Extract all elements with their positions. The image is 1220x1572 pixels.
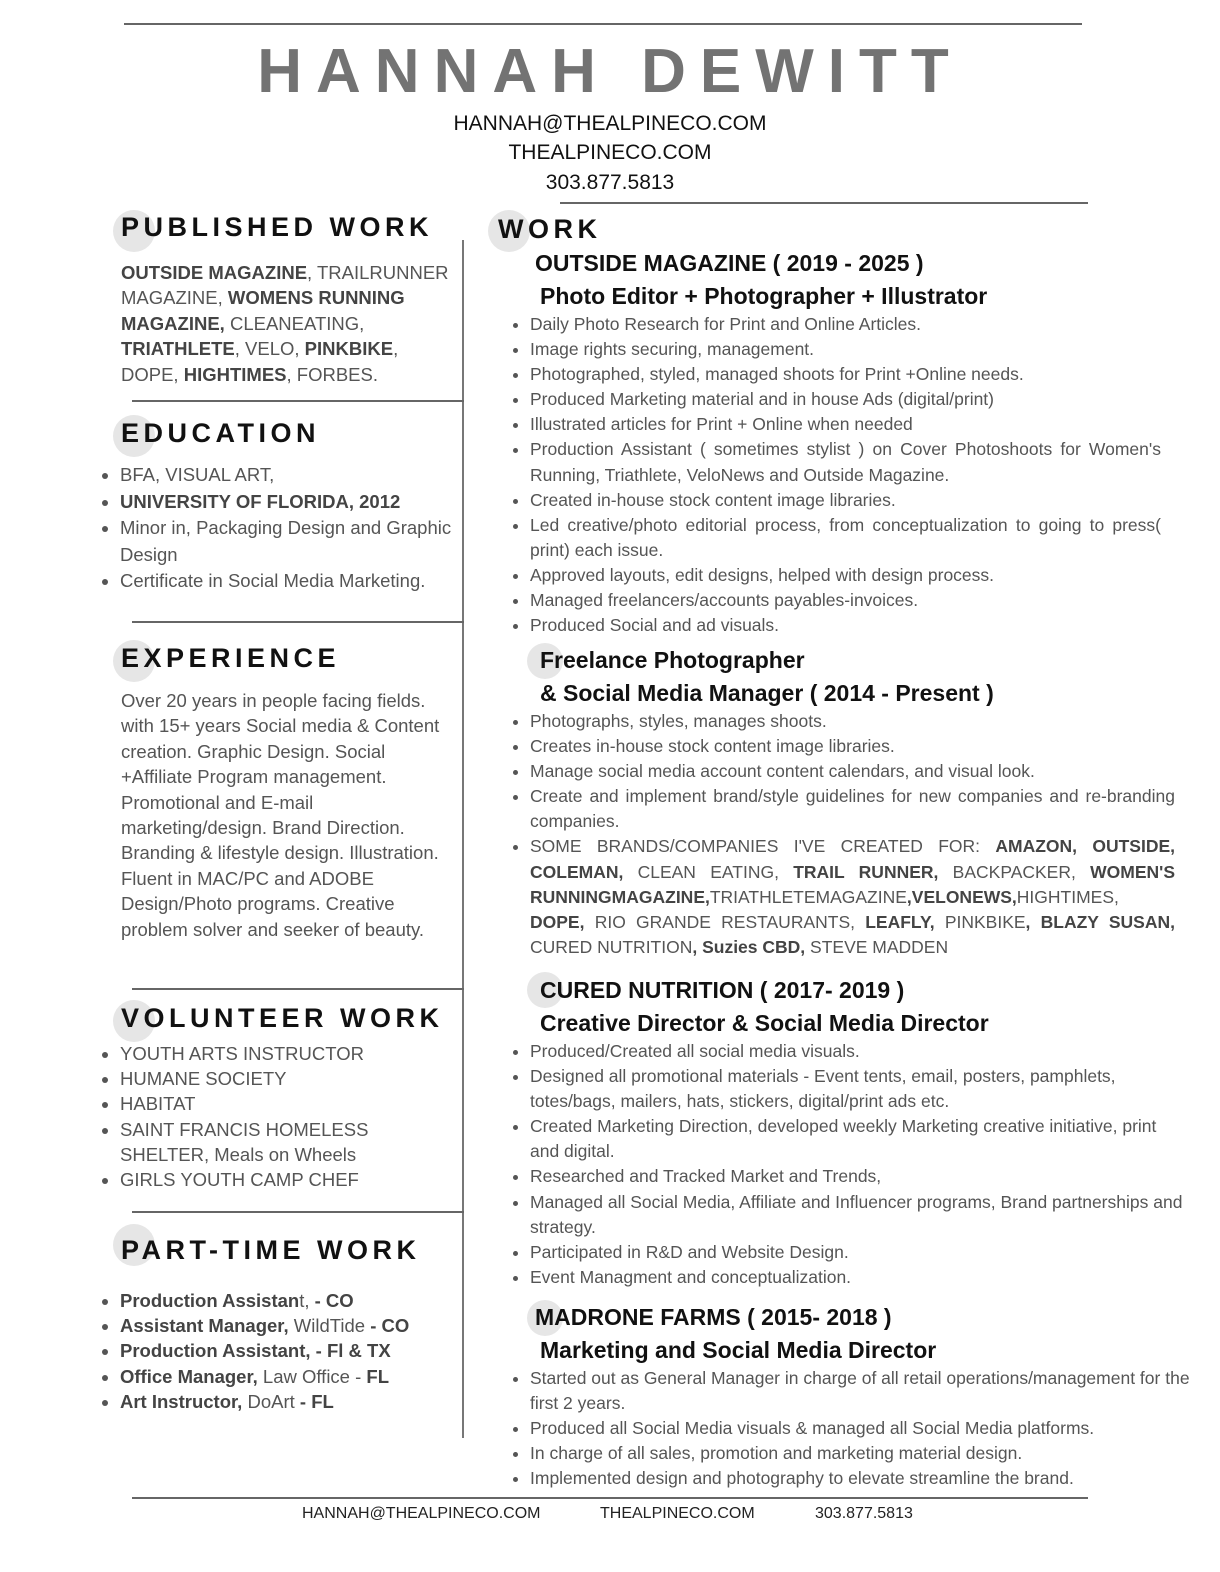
resume-name: HANNAH DEWITT xyxy=(257,37,963,106)
list-item: • Daily Photo Research for Print and Online Articles. xyxy=(530,312,1161,337)
list-item: • Produced Marketing material and in house Ads (digital/print) xyxy=(530,387,1161,412)
footer-rule xyxy=(132,1497,1088,1499)
list-item: • Illustrated articles for Print + Online when needed xyxy=(530,412,1161,437)
brands-list-item: • SOME BRANDS/COMPANIES I'VE CREATED FOR: AMAZON, OUTSIDE, COLEMAN, CLEAN EATING, TRAIL RUNNER, BACKPACKER, WOMEN'S RUNNINGMAGAZINE,TRIATHLETEMAGAZINE,VELONEWS,HIGHTIMES, DOPE, RIO GRANDE RESTAURANTS, LEAFLY, PINKBIKE, BLAZY SUSAN, CURED NUTRITION, Suzies CBD, STEVE MADDEN xyxy=(530,834,1175,959)
list-item: • Photographs, styles, manages shoots. xyxy=(530,709,1175,734)
list-item: • Certificate in Social Media Marketing. xyxy=(120,568,465,595)
list-item: • GIRLS YOUTH CAMP CHEF xyxy=(120,1167,420,1192)
list-item: • Managed all Social Media, Affiliate and Influencer programs, Brand partnerships and strategy. xyxy=(530,1190,1185,1240)
job-bullets xyxy=(508,312,1161,638)
footer-email[interactable]: HANNAH@THEALPINECO.COM xyxy=(302,1505,541,1522)
list-item: • Production Assistant ( sometimes stylist ) on Cover Photoshoots for Women's Running, Triathlete, VeloNews and Outside Magazine. xyxy=(530,437,1161,487)
parttime-title: PART-TIME WORK xyxy=(121,1235,421,1265)
list-item: • Creates in-house stock content image libraries. xyxy=(530,734,1175,759)
volunteer-title: VOLUNTEER WORK xyxy=(121,1003,444,1033)
list-item: • Led creative/photo editorial process, from conceptualization to going to press( print) each issue. xyxy=(530,513,1161,563)
header-website[interactable]: THEALPINECO.COM xyxy=(508,141,712,164)
job-company: Freelance Photographer xyxy=(540,647,805,673)
list-item: • Designed all promotional materials - Event tents, email, posters, pamphlets, totes/bags, mailers, hats, stickers, digital/print ads etc. xyxy=(530,1064,1185,1114)
column-divider xyxy=(462,240,464,1438)
header-email[interactable]: HANNAH@THEALPINECO.COM xyxy=(453,112,767,135)
job-company: MADRONE FARMS ( 2015- 2018 ) xyxy=(535,1304,892,1330)
list-item: • Started out as General Manager in charge of all retail operations/management for the first 2 years. xyxy=(530,1366,1210,1416)
experience-rule xyxy=(132,988,464,990)
list-item: • Image rights securing, management. xyxy=(530,337,1161,362)
list-item: • Create and implement brand/style guidelines for new companies and re-branding companies. xyxy=(530,784,1175,834)
list-item: • Office Manager, Law Office - FL xyxy=(120,1364,465,1389)
work-title: WORK xyxy=(498,214,602,244)
experience-text: Over 20 years in people facing fields. with 15+ years Social media & Content creation. Graphic Design. Social +Affiliate Program management. Promotional and E-mail marketing/design. Brand Direction. Branding & lifestyle design. Illustration. Fluent in MAC/PC and ADOBE Design/Photo programs. Creative problem solver and seeker of beauty. xyxy=(121,690,440,940)
list-item: • Photographed, styled, managed shoots for Print +Online needs. xyxy=(530,362,1161,387)
job-bullets xyxy=(508,709,1175,960)
list-item: • Production Assistant, - Fl & TX xyxy=(120,1338,465,1363)
list-item: • Researched and Tracked Market and Trends, xyxy=(530,1164,1185,1189)
list-item: • UNIVERSITY OF FLORIDA, 2012 xyxy=(120,489,465,516)
list-item: • Manage social media account content calendars, and visual look. xyxy=(530,759,1175,784)
list-item: • HABITAT xyxy=(120,1091,420,1116)
volunteer-rule xyxy=(132,1211,464,1213)
education-title: EDUCATION xyxy=(121,418,320,448)
list-item: • Managed freelancers/accounts payables-invoices. xyxy=(530,588,1161,613)
education-list xyxy=(98,462,465,595)
job-bullets xyxy=(508,1366,1210,1491)
footer-phone: 303.877.5813 xyxy=(815,1505,913,1522)
list-item: • Produced Social and ad visuals. xyxy=(530,613,1161,638)
published-work-title: PUBLISHED WORK xyxy=(121,212,433,242)
experience-title: EXPERIENCE xyxy=(121,643,341,673)
top-rule xyxy=(124,23,1082,25)
job-role: Creative Director & Social Media Director xyxy=(540,1010,989,1036)
job-role: Marketing and Social Media Director xyxy=(540,1337,937,1363)
list-item: • BFA, VISUAL ART, xyxy=(120,462,465,489)
education-rule xyxy=(132,621,464,623)
list-item: • In charge of all sales, promotion and marketing material design. xyxy=(530,1441,1210,1466)
header-bottom-rule xyxy=(560,202,1088,204)
list-item: • Event Managment and conceptualization. xyxy=(530,1265,1185,1290)
list-item: • Assistant Manager, WildTide - CO xyxy=(120,1313,465,1338)
list-item: • Minor in, Packaging Design and Graphic Design xyxy=(120,515,465,568)
job-company: CURED NUTRITION ( 2017- 2019 ) xyxy=(540,977,905,1003)
list-item: • YOUTH ARTS INSTRUCTOR xyxy=(120,1041,420,1066)
volunteer-list xyxy=(98,1041,420,1192)
parttime-list xyxy=(98,1288,465,1414)
job-bullets xyxy=(508,1039,1185,1290)
list-item: • SAINT FRANCIS HOMELESS SHELTER, Meals on Wheels xyxy=(120,1117,420,1167)
published-rule xyxy=(132,400,464,402)
list-item: • Produced/Created all social media visuals. xyxy=(530,1039,1185,1064)
job-role: Photo Editor + Photographer + Illustrator xyxy=(540,283,988,309)
list-item: • Created Marketing Direction, developed weekly Marketing creative initiative, print and digital. xyxy=(530,1114,1185,1164)
list-item: • Implemented design and photography to elevate streamline the brand. xyxy=(530,1466,1210,1491)
list-item: • Created in-house stock content image libraries. xyxy=(530,488,1161,513)
job-role: & Social Media Manager ( 2014 - Present ) xyxy=(540,680,994,706)
list-item: • Approved layouts, edit designs, helped with design process. xyxy=(530,563,1161,588)
list-item: • HUMANE SOCIETY xyxy=(120,1066,420,1091)
job-company: OUTSIDE MAGAZINE ( 2019 - 2025 ) xyxy=(535,250,924,276)
list-item: • Production Assistant, - CO xyxy=(120,1288,465,1313)
list-item: • Art Instructor, DoArt - FL xyxy=(120,1389,465,1414)
footer-website[interactable]: THEALPINECO.COM xyxy=(600,1505,755,1522)
header-phone: 303.877.5813 xyxy=(545,171,675,194)
list-item: • Produced all Social Media visuals & managed all Social Media platforms. xyxy=(530,1416,1210,1441)
list-item: • Participated in R&D and Website Design. xyxy=(530,1240,1185,1265)
published-work-text: OUTSIDE MAGAZINE, TRAILRUNNER MAGAZINE, WOMENS RUNNING MAGAZINE, CLEANEATING, TRIATHLETE, VELO, PINKBIKE, DOPE, HIGHTIMES, FORBES. xyxy=(121,262,449,385)
